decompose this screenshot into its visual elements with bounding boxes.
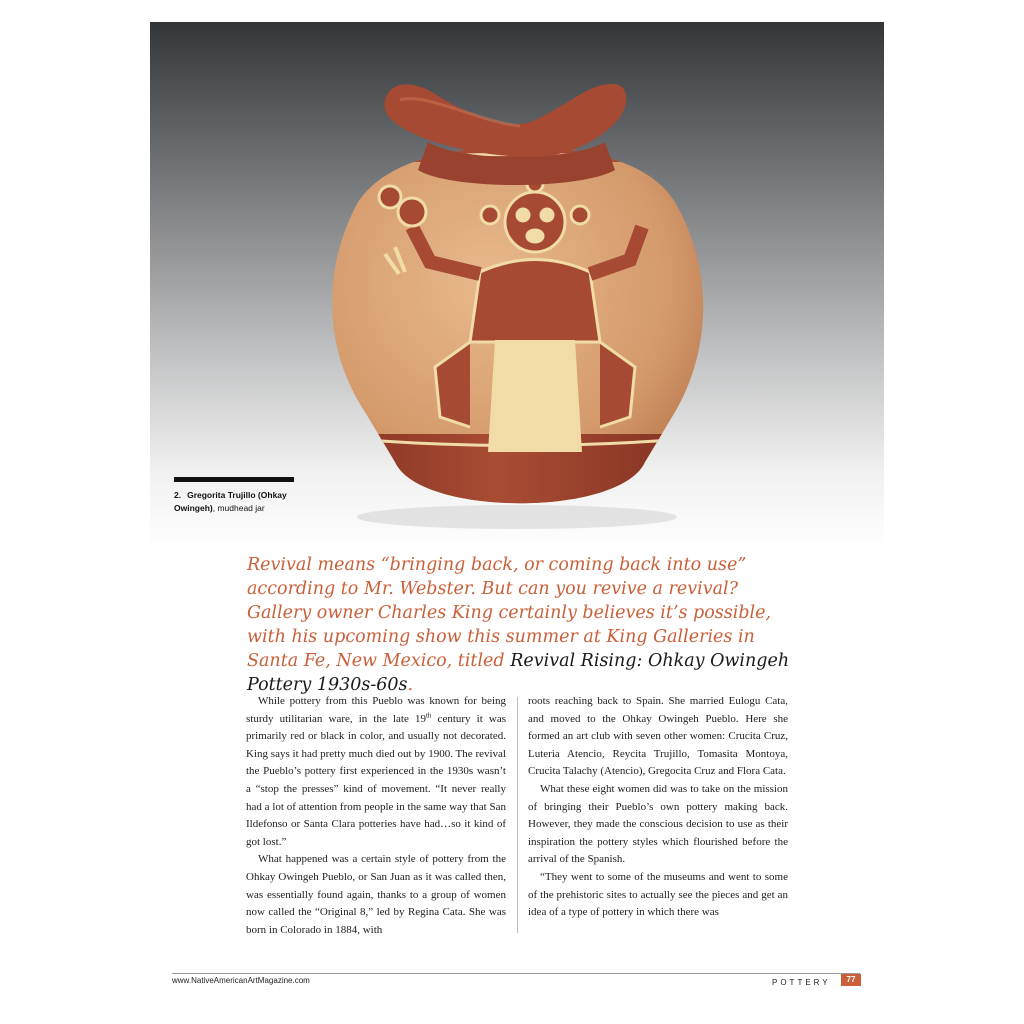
pottery-photo <box>150 22 884 552</box>
mudhead-jar-illustration <box>150 22 884 552</box>
caption-artist: Gregorita Trujillo (Ohkay Owingeh) <box>174 490 287 513</box>
caption-number: 2. <box>174 490 182 500</box>
caption-rule <box>174 477 294 482</box>
footer-section-label: POTTERY <box>772 978 831 987</box>
pull-quote-text: Revival means “bringing back, or coming back into use” according to Mr. Webster. But can you revive a revival? Gallery owner Charles King certainly believes it’s possible, with his upcoming show this summer at King Galleries in Santa Fe, New Mexico, titled <box>247 555 772 671</box>
photo-caption <box>174 489 324 515</box>
caption-object: , mudhead jar <box>212 503 265 513</box>
pull-quote <box>247 553 807 697</box>
pull-quote-end: . <box>407 675 414 695</box>
footer-rule <box>172 973 860 974</box>
show-title: Revival Rising: Ohkay Owingeh Pottery 1930s-60s <box>247 651 790 695</box>
article-column-left <box>246 693 506 939</box>
jar-neck <box>384 84 626 185</box>
paragraph: What these eight women did was to take on the mission of bringing their Pueblo’s own pottery making back. However, they made the conscious decision to use as their inspiration the pottery styles which flourished before the arrival of the Spanish. <box>528 782 788 866</box>
footer-url: www.NativeAmericanArtMagazine.com <box>172 976 310 985</box>
column-divider <box>517 697 518 933</box>
paragraph: roots reaching back to Spain. She married Eulogu Cata, and moved to the Ohkay Owingeh Pueblo. Here she formed an art club with seven other women: Crucita Cruz, Luteria Atencio, Reycita Trujillo, Tomasita Montoya, Crucita Talachy (Atencio), Gregocita Cruz and Flora Cata. <box>528 695 788 778</box>
paragraph: While pottery from this Pueblo was known for being sturdy utilitarian ware, in the late 19th century it was primarily red or black in color, and usually not decorated. King says it had pretty much died out by 1900. The revival the Pueblo’s pottery first experienced in the 1930s wasn’t a “stop the presses” kind of movement. “It never really had a lot of attention from people in the same way that San Ildefonso or Santa Clara potteries have had…so it kind of got lost.” <box>246 695 507 848</box>
article-column-right <box>528 693 788 922</box>
paragraph: “They went to some of the museums and went to some of the prehistoric sites to actually see the pieces and get an idea of a type of pottery in which there was <box>528 870 788 919</box>
page-number: 77 <box>841 974 861 986</box>
paragraph: What happened was a certain style of pottery from the Ohkay Owingeh Pueblo, or San Juan as it was called then, was essentially found again, thanks to a group of women now called the “Original 8,” led by Regina Cata. She was born in Colorado in 1884, with <box>246 853 506 936</box>
jar-body <box>300 142 740 552</box>
